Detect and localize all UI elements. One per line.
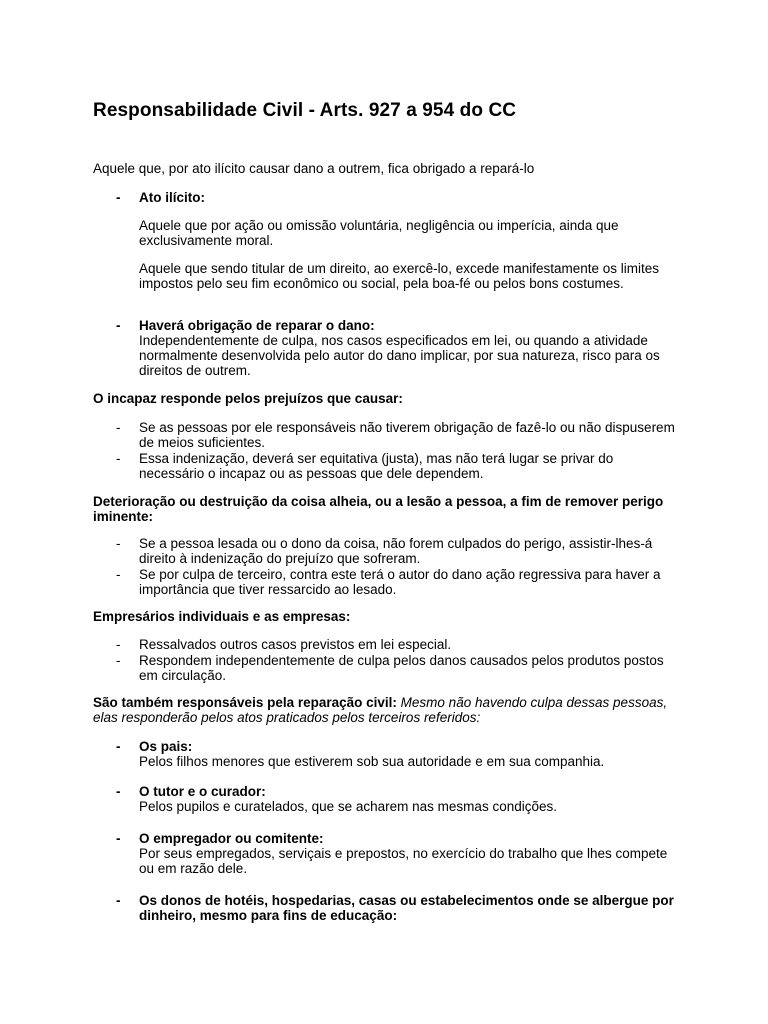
obrigacao-text: Independentemente de culpa, nos casos especificados em lei, ou quando a atividade normalmente desenvolvida pelo autor do dano implicar, por sua natureza, risco para os direitos de outrem. — [139, 333, 660, 378]
responsavel-text: Pelos filhos menores que estiverem sob sua autoridade e em sua companhia. — [139, 754, 605, 769]
responsavel-heading: O tutor e o curador: — [139, 784, 266, 799]
deterioracao-heading: Deterioração ou destruição da coisa alheia, ou a lesão a pessoa, a fim de remover perigo iminente: — [93, 494, 664, 524]
bullet-marker: - — [116, 318, 121, 333]
bullet-marker: - — [116, 784, 121, 799]
bullet-marker: - — [116, 637, 121, 652]
responsavel-heading: Os donos de hotéis, hospedarias, casas ou estabelecimentos onde se albergue por dinheiro, mesmo para fins de educação: — [139, 893, 674, 923]
deterioracao-item: Se por culpa de terceiro, contra este terá o autor do dano ação regressiva para haver a importância que tiver ressarcido ao lesado. — [139, 567, 661, 597]
responsaveis-paragraph — [93, 695, 683, 725]
bullet-marker: - — [116, 831, 121, 846]
deterioracao-item: Se a pessoa lesada ou o dono da coisa, não forem culpados do perigo, assistir-lhes-á direito à indenização do prejuízo que sofreram. — [139, 536, 653, 566]
responsavel-heading: Os pais: — [139, 739, 193, 754]
bullet-marker: - — [116, 893, 121, 908]
bullet-marker: - — [116, 451, 121, 466]
empresarios-item: Respondem independentemente de culpa pelos danos causados pelos produtos postos em circulação. — [139, 653, 664, 683]
obrigacao-heading: Haverá obrigação de reparar o dano: — [139, 318, 375, 333]
document-title: Responsabilidade Civil - Arts. 927 a 954 do CC — [93, 100, 517, 121]
empresarios-heading: Empresários individuais e as empresas: — [93, 609, 351, 624]
bullet-marker: - — [116, 567, 121, 582]
bullet-marker: - — [116, 739, 121, 754]
responsaveis-note: Mesmo não havendo culpa dessas pessoas, elas responderão pelos atos praticados pelos terceiros referidos: — [93, 695, 668, 725]
ato-ilicito-heading: Ato ilícito: — [139, 190, 205, 205]
empresarios-item: Ressalvados outros casos previstos em lei especial. — [139, 637, 452, 652]
intro-paragraph: Aquele que, por ato ilícito causar dano a outrem, fica obrigado a repará-lo — [93, 161, 535, 176]
bullet-marker: - — [116, 190, 121, 205]
incapaz-heading: O incapaz responde pelos prejuízos que causar: — [93, 391, 403, 406]
responsaveis-heading: São também responsáveis pela reparação civil: — [93, 695, 397, 710]
bullet-marker: - — [116, 653, 121, 668]
responsavel-heading: O empregador ou comitente: — [139, 831, 324, 846]
incapaz-item: Essa indenização, deverá ser equitativa (justa), mas não terá lugar se privar do necessário o incapaz ou as pessoas que dele dependem. — [139, 451, 614, 481]
ato-ilicito-paragraph-2: Aquele que sendo titular de um direito, ao exercê-lo, excede manifestamente os limites impostos pelo seu fim econômico ou social, pela boa-fé ou pelos bons costumes. — [139, 261, 660, 291]
ato-ilicito-paragraph-1: Aquele que por ação ou omissão voluntária, negligência ou imperícia, ainda que exclusivamente moral. — [139, 218, 619, 248]
responsavel-text: Por seus empregados, serviçais e prepostos, no exercício do trabalho que lhes compete ou em razão dele. — [139, 846, 668, 876]
bullet-marker: - — [116, 536, 121, 551]
incapaz-item: Se as pessoas por ele responsáveis não tiverem obrigação de fazê-lo ou não dispuserem de meios suficientes. — [139, 420, 675, 450]
bullet-marker: - — [116, 420, 121, 435]
responsavel-text: Pelos pupilos e curatelados, que se acharem nas mesmas condições. — [139, 799, 557, 814]
